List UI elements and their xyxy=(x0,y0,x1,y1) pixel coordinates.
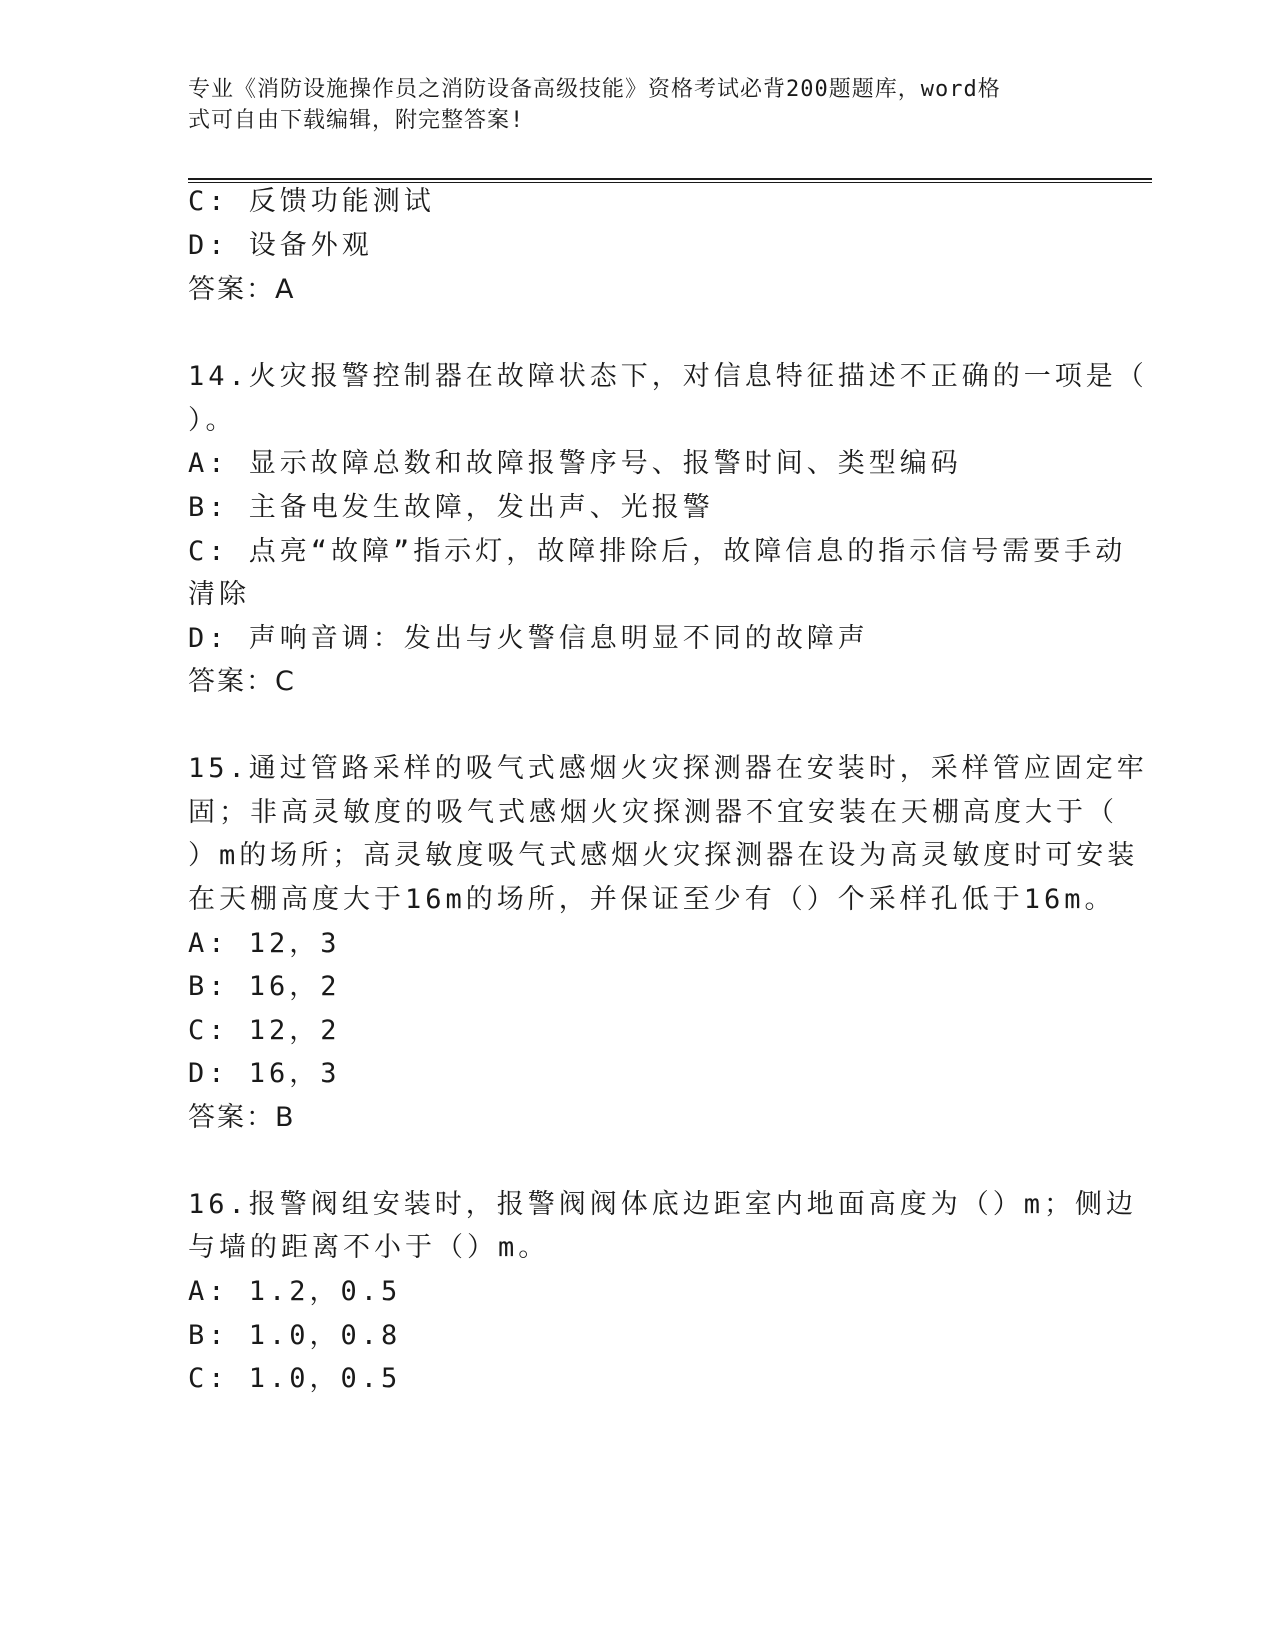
header-line-1: 专业《消防设施操作员之消防设备高级技能》资格考试必背200题题库，word格 xyxy=(188,77,1001,102)
header-divider-thin xyxy=(188,182,1152,183)
prev-option-d: D: 设备外观 xyxy=(188,230,373,261)
q16-stem-line-2: 与墙的距离不小于（）m。 xyxy=(188,1232,550,1263)
q14-stem-line-1: 14.火灾报警控制器在故障状态下，对信息特征描述不正确的一项是（ xyxy=(188,361,1148,392)
q14-option-d: D: 声响音调：发出与火警信息明显不同的故障声 xyxy=(188,623,869,654)
q14-stem-line-2: ）。 xyxy=(188,405,237,436)
q14-option-b: B: 主备电发生故障，发出声、光报警 xyxy=(188,492,714,523)
q15-stem-line-1: 15.通过管路采样的吸气式感烟火灾探测器在安装时，采样管应固定牢 xyxy=(188,753,1148,784)
q15-stem-line-4: 在天棚高度大于16m的场所，并保证至少有（）个采样孔低于16m。 xyxy=(188,884,1116,915)
q15-answer: 答案：B xyxy=(188,1102,296,1133)
q16-option-c: C: 1.0，0.5 xyxy=(188,1363,402,1394)
page-header xyxy=(188,74,1088,136)
q15-stem-line-2: 固；非高灵敏度的吸气式感烟火灾探测器不宜安装在天棚高度大于（ xyxy=(188,797,1118,828)
q16-stem-line-1: 16.报警阀组安装时，报警阀阀体底边距室内地面高度为（）m；侧边 xyxy=(188,1189,1138,1220)
q14-option-a: A: 显示故障总数和故障报警序号、报警时间、类型编码 xyxy=(188,448,962,479)
header-line-2: 式可自由下载编辑，附完整答案! xyxy=(188,108,525,133)
q15-option-c: C: 12，2 xyxy=(188,1015,341,1046)
prev-answer: 答案：A xyxy=(188,274,296,305)
q15-option-b: B: 16，2 xyxy=(188,971,341,1002)
q16-option-a: A: 1.2，0.5 xyxy=(188,1276,402,1307)
q15-stem-line-3: ）m的场所；高灵敏度吸气式感烟火灾探测器在设为高灵敏度时可安装 xyxy=(188,840,1139,871)
q15-option-d: D: 16，3 xyxy=(188,1058,341,1089)
q14-answer: 答案：C xyxy=(188,666,296,697)
q16-option-b: B: 1.0，0.8 xyxy=(188,1320,402,1351)
q14-option-c-line-2: 清除 xyxy=(188,579,250,610)
prev-option-c: C: 反馈功能测试 xyxy=(188,186,435,217)
q15-option-a: A: 12，3 xyxy=(188,928,341,959)
header-divider-thick xyxy=(188,178,1152,180)
q14-option-c-line-1: C: 点亮“故障”指示灯，故障排除后，故障信息的指示信号需要手动 xyxy=(188,536,1127,567)
